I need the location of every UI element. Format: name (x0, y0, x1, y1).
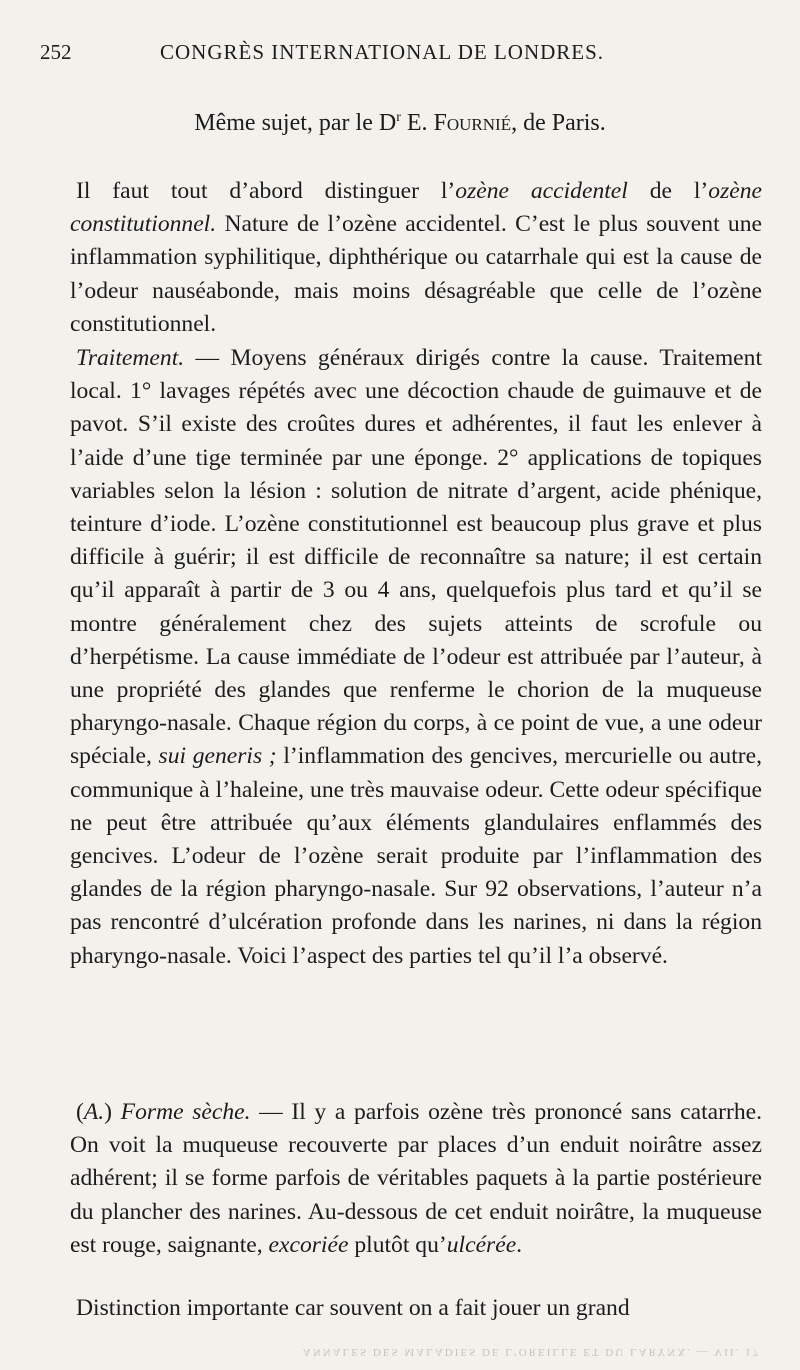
p1-italic-1: ozène accidentel (455, 178, 628, 204)
paragraph-4 (70, 1292, 762, 1325)
p3-italic-3: ulcérée (446, 1231, 517, 1258)
p3-italic-2: excoriée (268, 1231, 349, 1258)
page-footer (0, 1342, 800, 1364)
paragraph-1 (70, 175, 762, 341)
p2-italic-2: sui generis ; (158, 743, 277, 770)
p3-text-2: — Il y a parfois ozène très prononcé sans catarrhe. On voit la muqueuse recouverte par places d’un enduit noirâtre assez adhérent; il se forme parfois de véritables paquets à la partie postérieure du plancher des narines. Au-dessous de cet enduit noirâtre, la muqueuse est rouge, saignante, (70, 1099, 763, 1258)
p3-italic-1: Forme sèche. (120, 1099, 251, 1125)
p1-text-3: Nature de l’ozène accidentel. C’est le plus souvent une inflammation syphilitique, diphthérique ou catarrhale qui est la cause de l’odeur nauséabonde, mais moins désagréable que celle de l’ozène constitutionnel. (70, 211, 762, 337)
p1-italic-2: ozène constitutionnel. (70, 178, 762, 238)
p2-text-1: — Moyens généraux dirigés contre la cause. Traitement local. 1° lavages répétés avec une décoction chaude de guimauve et de pavot. S’il existe des croûtes dures et adhérentes, il faut les enlever à l’aide d’une tige terminée par une éponge. 2° applications de topiques variables selon la lésion : solution de nitrate d’argent, acide phénique, teinture d’iode. L’ozène constitutionnel est beaucoup plus grave et plus difficile à guérir; il est difficile de reconnaître sa nature; il est certain qu’il apparaît à partir de 3 ou 4 ans, quelquefois plus tard et qu’il se montre généralement chez des sujets atteints de scrofule ou d’herpétisme. La cause immédiate de l’odeur est attribuée par l’auteur, à une propriété des glandes que renferme le chorion de la muqueuse pharyngo-nasale. Chaque région du corps, à ce point de vue, a une odeur spéciale, (70, 345, 762, 770)
p3-text-4: . (516, 1231, 523, 1258)
p3-text-3: plutôt qu’ (348, 1231, 447, 1258)
page-number: 252 (40, 40, 72, 64)
p1-text-1: Il faut tout d’abord distinguer l’ (76, 178, 456, 204)
bleed-through-text: ANNALES DES MALADIES DE L’OREILLE ET DU LARYNX. — VII. 17 (302, 1346, 760, 1358)
p3-text-1: ) (104, 1099, 121, 1125)
p2-text-2: l’inflammation des gencives, mercurielle ou autre, communique à l’haleine, une très mauvaise odeur. Cette odeur spécifique ne peut être attribuée qu’aux éléments glandulaires enflammés des gencives. L’odeur de l’ozène serait produite par l’inflammation des glandes de la région pharyngo-nasale. Sur 92 observations, l’auteur n’a pas rencontré d’ulcération profonde dans les narines, ni dans la région pharyngo-nasale. Voici l’aspect des parties tel qu’il l’a observé. (70, 743, 763, 969)
section-title (0, 110, 800, 137)
paragraph-3 (70, 1096, 762, 1262)
author-name: Fournié (433, 110, 512, 136)
page-header (40, 40, 760, 74)
p3-italic-0: A. (83, 1099, 105, 1125)
running-head: CONGRÈS INTERNATIONAL DE LONDRES. (160, 40, 605, 64)
title-prefix: Même sujet, par le D (194, 110, 397, 136)
title-initial: E. (400, 110, 434, 136)
paragraph-2 (70, 342, 762, 973)
p4-text-1: Distinction importante car souvent on a fait jouer un grand (76, 1295, 630, 1321)
title-suffix: , de Paris. (511, 110, 606, 136)
p2-italic-1: Traitement. (76, 345, 185, 371)
p3-text-0: ( (76, 1099, 84, 1125)
title-sup: r (396, 110, 401, 125)
p1-text-2: de l’ (627, 178, 709, 204)
